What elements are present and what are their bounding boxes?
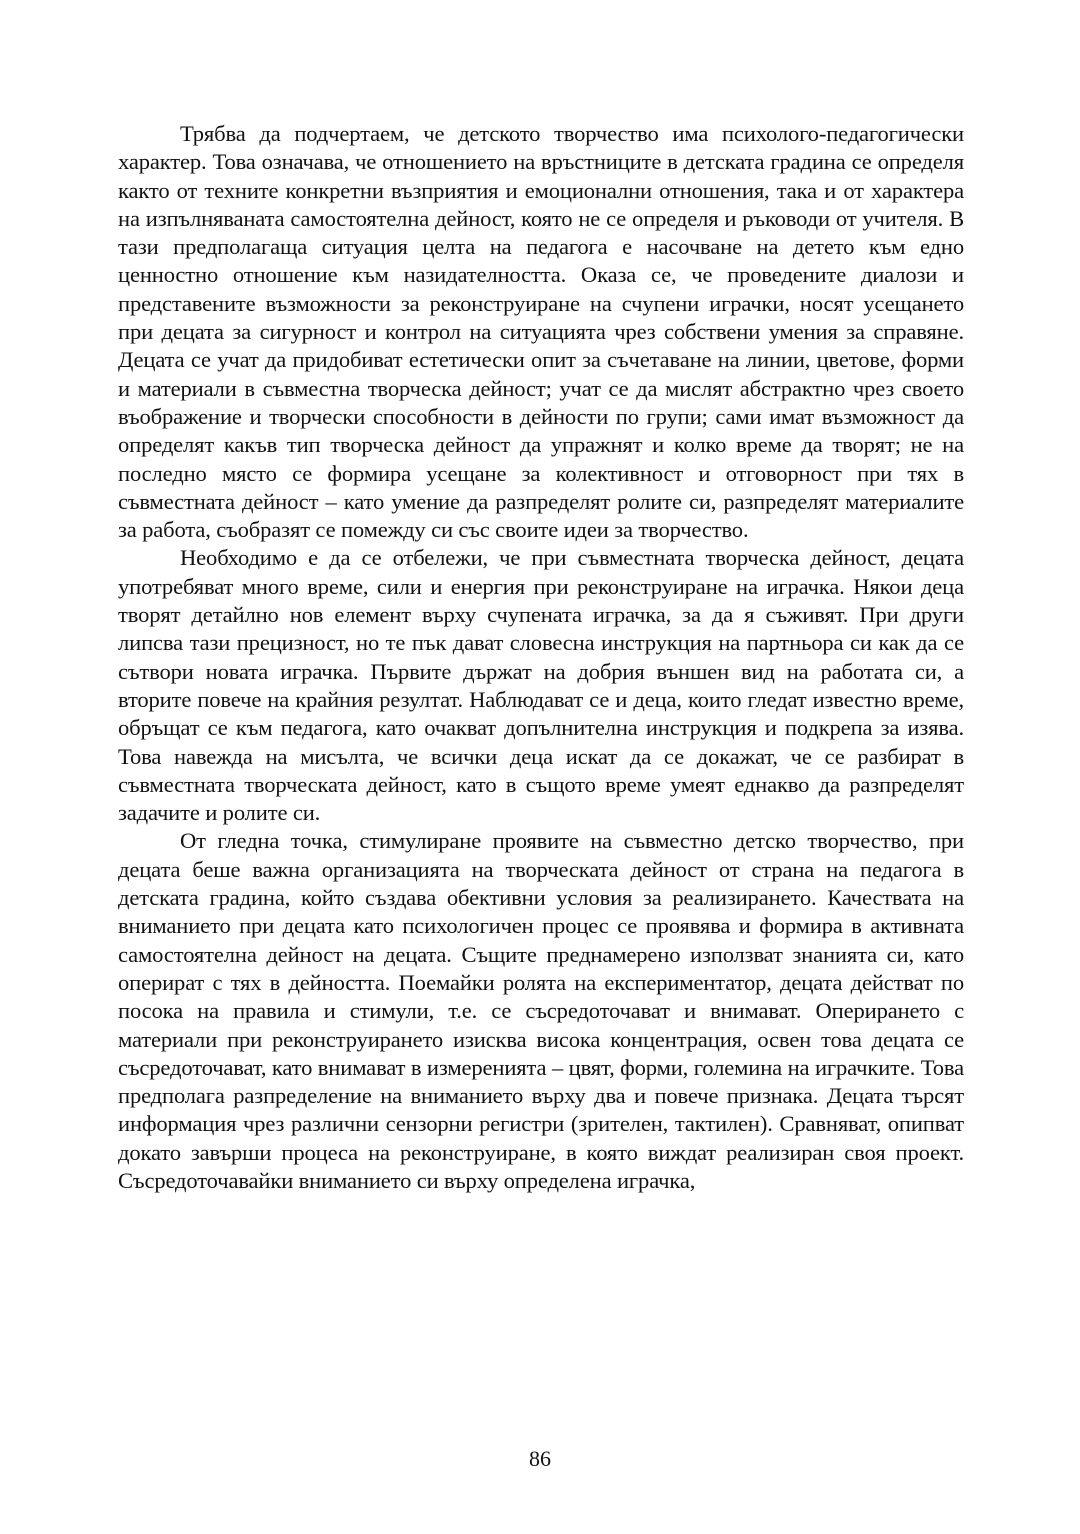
paragraph-2: Необходимо е да се отбележи, че при съвместната творческа дейност, децата употребяват много време, сили и енергия при реконструиране на играчка. Някои деца творят детайлно нов елемент върху счупената играчка, за да я съживят. При други липсва тази прецизност, но те пък дават словесна инструкция на партньора си как да се сътвори новата играчка. Първите държат на добрия външен вид на работата си, а вторите повече на крайния резултат. Наблюдават се и деца, които гледат известно време, обръщат се към педагога, като очакват допълнителна инструкция и подкрепа за изява. Това навежда на мисълта, че всички деца искат да се докажат, че се разбират в съвместната творческата дейност, като в същото време умеят еднакво да разпределят задачите и ролите си. bbox=[118, 545, 964, 826]
paragraph-3: От гледна точка, стимулиране проявите на съвместно детско творчество, при децата беше важна организацията на творческата дейност от страна на педагога в детската градина, който създава обективни условия за реализирането. Качествата на вниманието при децата като психологичен процес се проявява и формира в активната самостоятелна дейност на децата. Същите преднамерено използват знанията си, като оперират с тях в дейността. Поемайки ролята на експериментатор, децата действат по посока на правила и стимули, т.е. се съсредоточават и внимават. Оперирането с материали при реконструирането изисква висока концентрация, освен това децата се съсредоточават, като внимават в измеренията – цвят, форми, големина на играчките. Това предполага разпределение на вниманието върху два и повече признака. Децата търсят информация чрез различни сензорни регистри (зрителен, тактилен). Сравняват, опипват докато завърши процеса на реконструиране, в която виждат реализиран своя проект. Съсредоточавайки вниманието си върху определена играчка, bbox=[118, 828, 964, 1193]
paragraph-1: Трябва да подчертаем, че детското творчество има психолого-педагогически характер. Това означава, че отношението на връстниците в детската градина се определя както от техните конкретни възприятия и емоционални отношения, така и от характера на изпълняваната самостоятелна дейност, която не се определя и ръководи от учителя. В тази предполагаща ситуация целта на педагога е насочване на детето към едно ценностно отношение към назидателността. Оказа се, че проведените диалози и представените възможности за реконструиране на счупени играчки, носят усещането при децата за сигурност и контрол на ситуацията чрез собствени умения за справяне. Децата се учат да придобиват естетически опит за съчетаване на линии, цветове, форми и материали в съвместна творческа дейност; учат се да мислят абстрактно чрез своето въображение и творчески способности в дейности по групи; сами имат възможност да определят какъв тип творческа дейност да упражнят и колко време да творят; не на последно място се формира усещане за колективност и отговорност при тях в съвместната дейност – като умение да разпределят ролите си, разпределят материалите за работа, съобразят се помежду си със своите идеи за творчество. bbox=[118, 121, 964, 543]
body-text bbox=[118, 120, 964, 1195]
page-number: 86 bbox=[529, 1446, 551, 1471]
